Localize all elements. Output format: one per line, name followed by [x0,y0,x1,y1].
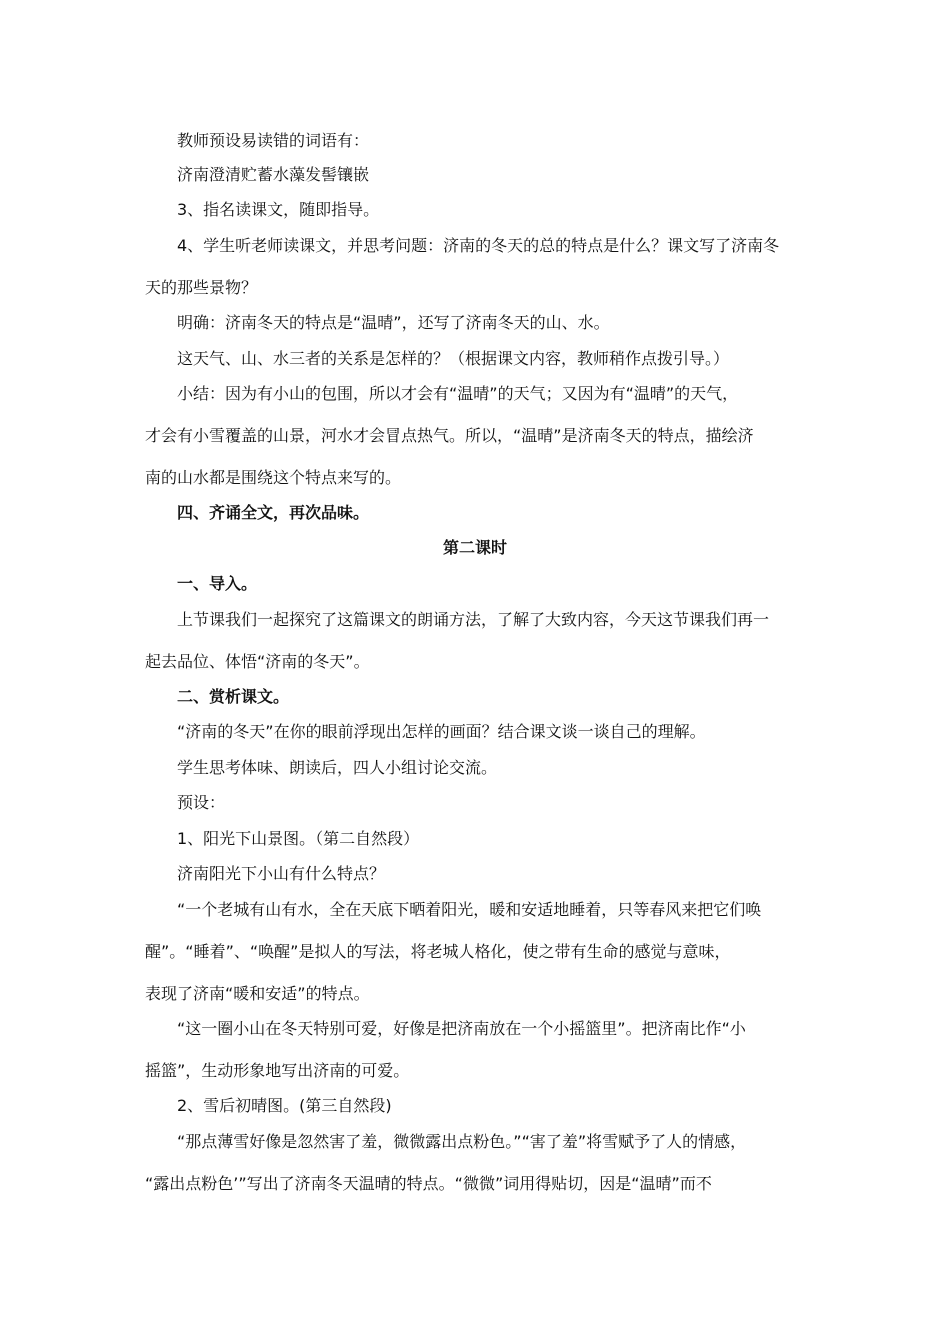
text-line: 明确：济南冬天的特点是“温晴”，还写了济南冬天的山、水。 [177,313,610,332]
text-line: 济南澄清贮蓄水藻发髻镶嵌 [177,165,370,184]
text-line: “一个老城有山有水，全在天底下晒着阳光，暖和安适地睡着，只等春风来把它们唤 [177,900,762,919]
text-line: “那点薄雪好像是忽然害了羞，微微露出点粉色。”“害了羞”将雪赋予了人的情感， [177,1132,747,1151]
text-line: “济南的冬天”在你的眼前浮现出怎样的画面？结合课文谈一谈自己的理解。 [177,722,706,741]
text-line: 3、指名读课文，随即指导。 [177,200,380,219]
section-heading: 一、导入。 [177,574,258,593]
text-line: “这一圈小山在冬天特别可爱，好像是把济南放在一个小摇篮里”。把济南比作“小 [177,1019,746,1038]
text-line: 南的山水都是围绕这个特点来写的。 [145,468,402,487]
text-line: 摇篮”，生动形象地写出济南的可爱。 [145,1061,410,1080]
text-line: 上节课我们一起探究了这篇课文的朗诵方法，了解了大致内容，今天这节课我们再一 [177,610,770,629]
text-line: 醒”。“睡着”、“唤醒”是拟人的写法，将老城人格化，使之带有生命的感觉与意味， [145,942,731,961]
text-line: 济南阳光下小山有什么特点？ [177,864,386,883]
text-line: 教师预设易读错的词语有： [177,131,370,150]
text-line: 天的那些景物？ [145,278,258,297]
text-line: 1、阳光下山景图。（第二自然段） [177,829,420,848]
text-line: 才会有小雪覆盖的山景，河水才会冒点热气。所以，“温晴”是济南冬天的特点，描绘济 [145,426,754,445]
lesson-title: 第二课时 [442,538,507,557]
text-line: 小结：因为有小山的包围，所以才会有“温晴”的天气；又因为有“温晴”的天气， [177,384,739,403]
section-heading: 二、赏析课文。 [177,687,290,706]
text-line: 表现了济南“暖和安适”的特点。 [145,984,370,1003]
text-line: “露出点粉色’”写出了济南冬天温晴的特点。“微微”词用得贴切，因是“温晴”而不 [145,1174,712,1193]
text-line: 2、雪后初晴图。(第三自然段) [177,1096,392,1115]
text-line: 4、学生听老师读课文，并思考问题：济南的冬天的总的特点是什么？课文写了济南冬 [177,236,780,255]
text-line: 这天气、山、水三者的关系是怎样的？（根据课文内容，教师稍作点拨引导。） [177,349,730,368]
text-line: 预设： [177,793,226,812]
section-heading: 四、齐诵全文，再次品味。 [177,503,370,522]
text-line: 学生思考体味、朗读后，四人小组讨论交流。 [177,758,498,777]
text-line: 起去品位、体悟“济南的冬天”。 [145,652,370,671]
